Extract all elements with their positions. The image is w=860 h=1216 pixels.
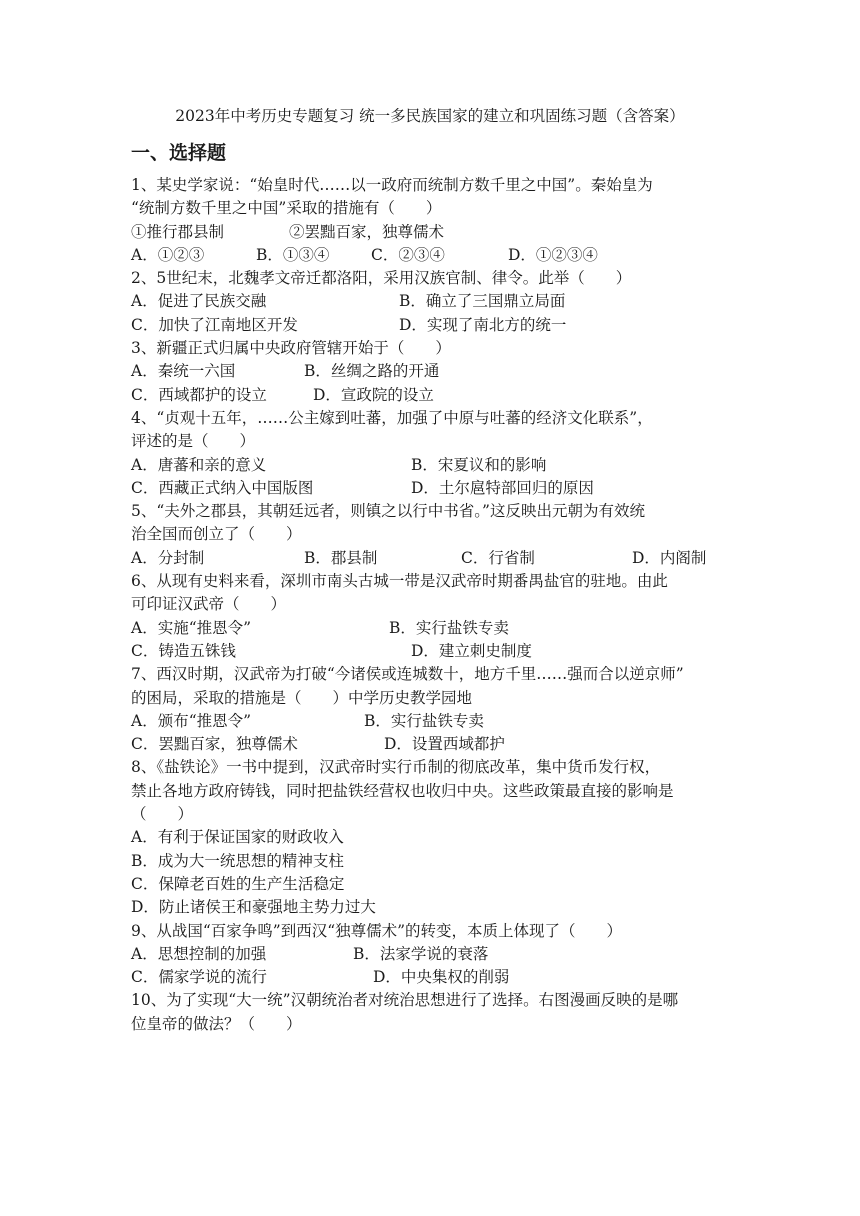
answer-option: A．秦统一六国 xyxy=(131,362,236,381)
answer-option: A．实施“推恩令” xyxy=(131,618,252,637)
option-row xyxy=(131,826,731,849)
question-text: 6、从现有史料来看，深圳市南头古城一带是汉武帝时期番禺盐官的驻地。由此 xyxy=(131,572,668,591)
answer-option: C．加快了江南地区开发 xyxy=(131,315,298,334)
answer-option: D．设置西域都护 xyxy=(384,735,505,754)
question-text: 7、西汉时期，汉武帝为打破“今诸侯或连城数十，地方千里……强而合以逆京师” xyxy=(131,665,684,684)
question-text: 4、“贞观十五年，……公主嫁到吐蕃，加强了中原与吐蕃的经济文化联系”， xyxy=(131,408,653,427)
question-list xyxy=(131,174,731,1036)
question-stem xyxy=(131,407,731,430)
answer-option: B．①③④ xyxy=(256,245,330,264)
question-text: 的困局，采取的措施是（ ）中学历史教学园地 xyxy=(131,688,473,707)
option-row xyxy=(131,360,731,383)
answer-option: A．分封制 xyxy=(131,548,205,567)
option-row xyxy=(131,896,731,919)
option-row xyxy=(131,966,731,989)
question-stem xyxy=(131,174,731,197)
answer-option: B．实行盐铁专卖 xyxy=(364,711,484,730)
question-stem xyxy=(131,756,731,779)
answer-option: A．有利于保证国家的财政收入 xyxy=(131,828,344,847)
answer-option: D．宣政院的设立 xyxy=(313,385,434,404)
question-text: 2、5世纪末，北魏孝文帝迁都洛阳，采用汉族官制、律令。此举（ ） xyxy=(131,269,632,288)
question-stem-continued xyxy=(131,593,731,616)
answer-option: D．建立刺史制度 xyxy=(411,641,532,660)
answer-option: A．思想控制的加强 xyxy=(131,944,267,963)
answer-option: A．唐蕃和亲的意义 xyxy=(131,455,267,474)
answer-option: C．儒家学说的流行 xyxy=(131,968,267,987)
question-stem-continued xyxy=(131,430,731,453)
question-text: “统制方数千里之中国”采取的措施有（ ） xyxy=(131,199,442,218)
answer-option: C．②③④ xyxy=(371,245,445,264)
question-stem xyxy=(131,500,731,523)
answer-option: A．①②③ xyxy=(131,245,205,264)
question-stem xyxy=(131,663,731,686)
option-row xyxy=(131,710,731,733)
stem-items xyxy=(131,221,731,244)
option-row xyxy=(131,850,731,873)
answer-option: B．法家学说的衰落 xyxy=(353,944,489,963)
answer-option: A．促进了民族交融 xyxy=(131,292,267,311)
stem-item: ②罢黜百家，独尊儒术 xyxy=(289,222,445,241)
answer-option: C．保障老百姓的生产生活稳定 xyxy=(131,874,345,893)
answer-option: C．西域都护的设立 xyxy=(131,385,267,404)
question-stem-continued xyxy=(131,523,731,546)
question-text: 9、从战国“百家争鸣”到西汉“独尊儒术”的转变，本质上体现了（ ） xyxy=(131,921,623,940)
question-stem-continued xyxy=(131,803,731,826)
option-row xyxy=(131,314,731,337)
question-text: 位皇帝的做法？（ ） xyxy=(131,1014,302,1033)
question-stem xyxy=(131,267,731,290)
answer-option: C．罢黜百家，独尊儒术 xyxy=(131,735,298,754)
option-row xyxy=(131,290,731,313)
document-title: 2023年中考历史专题复习 统一多民族国家的建立和巩固练习题（含答案） xyxy=(175,107,685,125)
question-text: 可印证汉武帝（ ） xyxy=(131,595,287,614)
answer-option: A．颁布“推恩令” xyxy=(131,711,252,730)
answer-option: D．土尔扈特部回归的原因 xyxy=(411,478,594,497)
question-stem xyxy=(131,989,731,1012)
answer-option: D．实现了南北方的统一 xyxy=(399,315,567,334)
answer-option: B．确立了三国鼎立局面 xyxy=(399,292,566,311)
answer-option: B．成为大一统思想的精神支柱 xyxy=(131,851,344,870)
answer-option: C．行省制 xyxy=(461,548,535,567)
option-row xyxy=(131,873,731,896)
question-stem-continued xyxy=(131,687,731,710)
question-stem xyxy=(131,337,731,360)
answer-option: D．防止诸侯王和豪强地主势力过大 xyxy=(131,898,376,917)
answer-option: D．内阁制 xyxy=(632,548,707,567)
question-text: （ ） xyxy=(131,805,194,824)
question-stem xyxy=(131,570,731,593)
stem-item: ①推行郡县制 xyxy=(131,222,225,241)
answer-option: B．丝绸之路的开通 xyxy=(304,362,440,381)
answer-option: D．中央集权的削弱 xyxy=(373,968,510,987)
option-row xyxy=(131,244,731,267)
option-row xyxy=(131,384,731,407)
option-row xyxy=(131,640,731,663)
option-row xyxy=(131,733,731,756)
answer-option: B．实行盐铁专卖 xyxy=(389,618,509,637)
option-row xyxy=(131,547,731,570)
question-stem xyxy=(131,920,731,943)
question-text: 10、为了实现“大一统”汉朝统治者对统治思想进行了选择。右图漫画反映的是哪 xyxy=(131,991,679,1010)
option-row xyxy=(131,477,731,500)
question-stem-continued xyxy=(131,780,731,803)
option-row xyxy=(131,943,731,966)
answer-option: B．郡县制 xyxy=(304,548,378,567)
question-stem-continued xyxy=(131,1013,731,1036)
question-text: 治全国而创立了（ ） xyxy=(131,525,302,544)
answer-option: D．①②③④ xyxy=(508,245,598,264)
answer-option: C．西藏正式纳入中国版图 xyxy=(131,478,314,497)
question-text: 评述的是（ ） xyxy=(131,432,256,451)
section-heading: 一、选择题 xyxy=(131,142,227,164)
question-text: 8、《盐铁论》一书中提到，汉武帝时实行币制的彻底改革，集中货币发行权， xyxy=(131,758,661,777)
question-text: 禁止各地方政府铸钱，同时把盐铁经营权也收归中央。这些政策最直接的影响是 xyxy=(131,781,674,800)
question-text: 3、新疆正式归属中央政府管辖开始于（ ） xyxy=(131,339,451,358)
question-text: 5、“夫外之郡县，其朝廷远者，则镇之以行中书省。”这反映出元朝为有效统 xyxy=(131,502,645,521)
question-text: 1、某史学家说：“始皇时代……以一政府而统制方数千里之中国”。秦始皇为 xyxy=(131,176,653,194)
answer-option: C．铸造五铢钱 xyxy=(131,641,236,660)
option-row xyxy=(131,454,731,477)
answer-option: B．宋夏议和的影响 xyxy=(411,455,547,474)
option-row xyxy=(131,617,731,640)
question-stem-continued xyxy=(131,197,731,220)
